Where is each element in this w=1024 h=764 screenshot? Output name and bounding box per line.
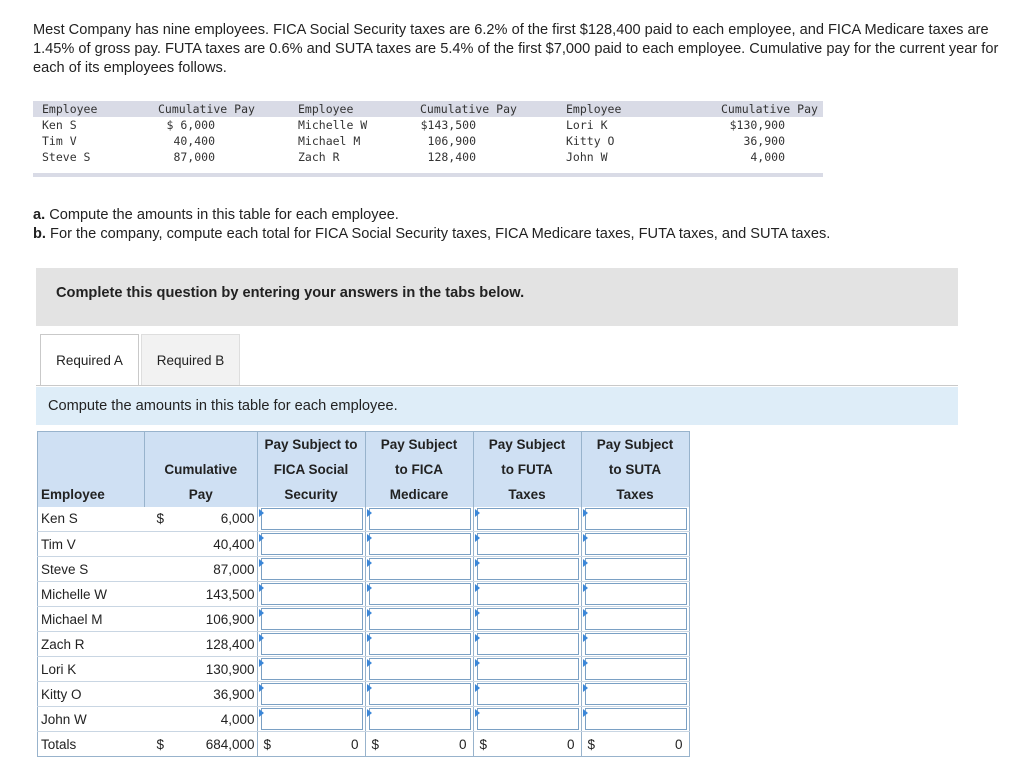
cell-futa	[473, 657, 581, 682]
input-marker-icon	[367, 634, 372, 642]
input-marker-icon	[367, 609, 372, 617]
input-marker-icon	[367, 709, 372, 717]
input-marker-icon	[583, 634, 588, 642]
input-marker-icon	[583, 559, 588, 567]
employee-name: John W	[38, 707, 145, 732]
input-marker-icon	[475, 659, 480, 667]
input-suta[interactable]	[585, 508, 687, 530]
input-suta[interactable]	[585, 533, 687, 555]
employee-table-row	[33, 133, 823, 149]
input-fica-ss[interactable]	[261, 583, 363, 605]
question-parts	[33, 206, 830, 244]
cumulative-pay: 143,500	[164, 582, 257, 607]
question-a	[33, 206, 830, 225]
cell: Michael M	[298, 134, 361, 148]
cell-suta	[581, 507, 689, 532]
header-employee-3: Employee	[566, 102, 622, 116]
input-fica-med[interactable]	[369, 608, 471, 630]
cell-suta	[581, 607, 689, 632]
input-futa[interactable]	[477, 583, 579, 605]
cell-suta	[581, 707, 689, 732]
header-fica-med-1: Pay Subject	[365, 432, 473, 457]
header-fica-med-3: Medicare	[365, 482, 473, 507]
input-marker-icon	[583, 684, 588, 692]
instruction-banner	[36, 268, 958, 326]
cell-fica-med	[365, 532, 473, 557]
cell: 4,000	[750, 150, 785, 164]
currency-symbol	[145, 532, 165, 557]
cumulative-pay: 36,900	[164, 682, 257, 707]
header-employee-2: Employee	[298, 102, 354, 116]
total-suta: 0	[675, 736, 683, 752]
header-futa-1: Pay Subject	[473, 432, 581, 457]
header-fica-ss-1: Pay Subject to	[257, 432, 365, 457]
total-futa: 0	[567, 736, 575, 752]
cell: Zach R	[298, 150, 340, 164]
cell: $143,500	[420, 118, 476, 132]
tab-required-a[interactable]: Required A	[40, 334, 139, 386]
total-fica-med: 0	[459, 736, 467, 752]
header-fica-ss-2: FICA Social	[257, 457, 365, 482]
table-divider	[33, 173, 823, 177]
answer-tabs	[40, 334, 240, 386]
employee-name: Zach R	[38, 632, 145, 657]
header-cell	[38, 432, 145, 457]
cell-futa	[473, 532, 581, 557]
input-marker-icon	[259, 634, 264, 642]
input-fica-med[interactable]	[369, 583, 471, 605]
tab-divider	[36, 385, 958, 386]
cell-fica-ss	[257, 507, 365, 532]
cell-fica-med	[365, 657, 473, 682]
input-suta[interactable]	[585, 558, 687, 580]
employee-name: Kitty O	[38, 682, 145, 707]
header-cumulative-pay-3: Cumulative Pay	[721, 102, 818, 116]
total-futa-cell	[473, 732, 581, 757]
header-cumulative-pay-1: Cumulative Pay	[158, 102, 255, 116]
cell: $130,900	[729, 118, 785, 132]
cell-fica-ss	[257, 707, 365, 732]
input-marker-icon	[583, 709, 588, 717]
input-marker-icon	[583, 584, 588, 592]
header-cumulative-pay-2: Cumulative Pay	[420, 102, 517, 116]
input-marker-icon	[583, 609, 588, 617]
currency-symbol: $	[145, 507, 165, 532]
employee-name: Lori K	[38, 657, 145, 682]
cell-fica-ss	[257, 582, 365, 607]
employee-name: Steve S	[38, 557, 145, 582]
table-row	[38, 632, 690, 657]
currency-symbol	[145, 657, 165, 682]
total-fica-med-cell	[365, 732, 473, 757]
input-futa[interactable]	[477, 558, 579, 580]
cumulative-pay: 40,400	[164, 532, 257, 557]
input-marker-icon	[259, 684, 264, 692]
input-futa[interactable]	[477, 683, 579, 705]
input-suta[interactable]	[585, 708, 687, 730]
header-employee: Employee	[38, 482, 145, 507]
cell: Lori K	[566, 118, 608, 132]
input-marker-icon	[259, 509, 264, 517]
currency-symbol: $	[587, 736, 596, 752]
cell-suta	[581, 632, 689, 657]
answer-table	[37, 431, 690, 757]
cell: John W	[566, 150, 608, 164]
employee-table-header	[33, 101, 823, 117]
cell: 40,400	[173, 134, 215, 148]
input-marker-icon	[475, 709, 480, 717]
input-futa[interactable]	[477, 608, 579, 630]
input-marker-icon	[475, 584, 480, 592]
input-marker-icon	[475, 559, 480, 567]
tab-instruction-text: Compute the amounts in this table for each employee.	[48, 398, 398, 414]
header-suta-3: Taxes	[581, 482, 689, 507]
input-suta[interactable]	[585, 633, 687, 655]
input-futa[interactable]	[477, 533, 579, 555]
input-fica-med[interactable]	[369, 633, 471, 655]
header-suta-1: Pay Subject	[581, 432, 689, 457]
table-row	[38, 657, 690, 682]
input-marker-icon	[367, 534, 372, 542]
input-marker-icon	[583, 659, 588, 667]
input-futa[interactable]	[477, 633, 579, 655]
input-fica-ss[interactable]	[261, 608, 363, 630]
employee-name: Michelle W	[38, 582, 145, 607]
cell: Tim V	[42, 134, 77, 148]
cell-fica-ss	[257, 682, 365, 707]
currency-symbol: $	[371, 736, 380, 752]
table-row	[38, 707, 690, 732]
input-marker-icon	[583, 534, 588, 542]
cell-suta	[581, 557, 689, 582]
input-marker-icon	[259, 584, 264, 592]
cumulative-pay: 6,000	[164, 507, 257, 532]
cell-futa	[473, 682, 581, 707]
cell-fica-med	[365, 632, 473, 657]
cumulative-pay: 106,900	[164, 607, 257, 632]
cell-fica-med	[365, 507, 473, 532]
input-fica-med[interactable]	[369, 658, 471, 680]
input-marker-icon	[367, 684, 372, 692]
currency-symbol: $	[263, 736, 272, 752]
tab-instruction	[36, 387, 958, 425]
input-fica-med[interactable]	[369, 708, 471, 730]
cell: Michelle W	[298, 118, 368, 132]
table-row	[38, 682, 690, 707]
header-suta-2: to SUTA	[581, 457, 689, 482]
input-fica-ss[interactable]	[261, 683, 363, 705]
input-fica-ss[interactable]	[261, 658, 363, 680]
header-cumulative-1: Cumulative	[145, 457, 258, 482]
table-row	[38, 607, 690, 632]
header-cell	[145, 432, 258, 457]
input-marker-icon	[475, 684, 480, 692]
header-cumulative-2: Pay	[145, 482, 258, 507]
header-employee-1: Employee	[42, 102, 98, 116]
employee-name: Ken S	[38, 507, 145, 532]
totals-label: Totals	[38, 732, 145, 757]
total-cumulative-pay: 684,000	[164, 732, 257, 757]
cell: $ 6,000	[166, 118, 215, 132]
cell-fica-med	[365, 557, 473, 582]
cell-suta	[581, 532, 689, 557]
question-a-text: Compute the amounts in this table for each employee.	[45, 207, 399, 223]
table-row	[38, 557, 690, 582]
input-marker-icon	[475, 634, 480, 642]
input-fica-ss[interactable]	[261, 558, 363, 580]
question-b	[33, 225, 830, 244]
total-fica-ss: 0	[351, 736, 359, 752]
cell-futa	[473, 582, 581, 607]
input-fica-med[interactable]	[369, 683, 471, 705]
employee-table-row	[33, 117, 823, 133]
input-marker-icon	[367, 584, 372, 592]
currency-symbol	[145, 707, 165, 732]
cumulative-pay: 128,400	[164, 632, 257, 657]
cell-futa	[473, 557, 581, 582]
input-marker-icon	[367, 659, 372, 667]
input-fica-ss[interactable]	[261, 508, 363, 530]
header-futa-2: to FUTA	[473, 457, 581, 482]
currency-symbol: $	[145, 732, 165, 757]
input-marker-icon	[475, 509, 480, 517]
input-marker-icon	[475, 609, 480, 617]
total-suta-cell	[581, 732, 689, 757]
cell-suta	[581, 582, 689, 607]
cell-fica-ss	[257, 657, 365, 682]
question-b-text: For the company, compute each total for FICA Social Security taxes, FICA Medicare taxes, FUTA taxes, and SUTA taxes.	[45, 226, 831, 242]
input-marker-icon	[583, 509, 588, 517]
cell-fica-ss	[257, 607, 365, 632]
input-marker-icon	[259, 559, 264, 567]
input-suta[interactable]	[585, 608, 687, 630]
cell-fica-med	[365, 607, 473, 632]
cell: 106,900	[427, 134, 476, 148]
input-suta[interactable]	[585, 583, 687, 605]
input-fica-ss[interactable]	[261, 708, 363, 730]
cell: Ken S	[42, 118, 77, 132]
cumulative-pay: 130,900	[164, 657, 257, 682]
cell-fica-ss	[257, 632, 365, 657]
cell-futa	[473, 507, 581, 532]
input-marker-icon	[475, 534, 480, 542]
input-fica-med[interactable]	[369, 508, 471, 530]
input-marker-icon	[367, 509, 372, 517]
header-fica-ss-3: Security	[257, 482, 365, 507]
header-futa-3: Taxes	[473, 482, 581, 507]
currency-symbol	[145, 682, 165, 707]
input-fica-ss[interactable]	[261, 633, 363, 655]
header-fica-med-2: to FICA	[365, 457, 473, 482]
problem-intro: Mest Company has nine employees. FICA Social Security taxes are 6.2% of the first $128,400 paid to each employee, and FICA Medicare taxes are 1.45% of gross pay. FUTA taxes are 0.6% and SUTA taxes are 5.4% of the first $7,000 paid to each employee. Cumulative pay for the current year for each of its employees follows.	[33, 22, 999, 76]
currency-symbol	[145, 582, 165, 607]
input-futa[interactable]	[477, 708, 579, 730]
banner-text: Complete this question by entering your answers in the tabs below.	[56, 285, 525, 301]
cell-futa	[473, 707, 581, 732]
question-b-label: b.	[33, 226, 46, 242]
cell: Kitty O	[566, 134, 615, 148]
table-row	[38, 507, 690, 532]
employee-name: Tim V	[38, 532, 145, 557]
header-cell	[38, 457, 145, 482]
cell: 36,900	[743, 134, 785, 148]
input-marker-icon	[259, 709, 264, 717]
cumulative-pay: 4,000	[164, 707, 257, 732]
cell-fica-ss	[257, 557, 365, 582]
table-row	[38, 532, 690, 557]
employee-name: Michael M	[38, 607, 145, 632]
input-futa[interactable]	[477, 508, 579, 530]
cell-suta	[581, 657, 689, 682]
cell-futa	[473, 607, 581, 632]
cell-suta	[581, 682, 689, 707]
table-row	[38, 582, 690, 607]
currency-symbol	[145, 632, 165, 657]
tab-required-b[interactable]: Required B	[141, 334, 240, 386]
input-marker-icon	[259, 659, 264, 667]
currency-symbol	[145, 557, 165, 582]
input-suta[interactable]	[585, 658, 687, 680]
input-fica-med[interactable]	[369, 558, 471, 580]
employee-pay-table	[33, 101, 823, 177]
cell-fica-med	[365, 582, 473, 607]
input-futa[interactable]	[477, 658, 579, 680]
currency-symbol	[145, 607, 165, 632]
total-fica-ss-cell	[257, 732, 365, 757]
input-marker-icon	[367, 559, 372, 567]
employee-table-row	[33, 149, 823, 165]
cell-futa	[473, 632, 581, 657]
cell: Steve S	[42, 150, 91, 164]
totals-row	[38, 732, 690, 757]
cumulative-pay: 87,000	[164, 557, 257, 582]
input-suta[interactable]	[585, 683, 687, 705]
input-fica-med[interactable]	[369, 533, 471, 555]
cell: 128,400	[427, 150, 476, 164]
input-fica-ss[interactable]	[261, 533, 363, 555]
currency-symbol: $	[479, 736, 488, 752]
cell-fica-med	[365, 707, 473, 732]
cell: 87,000	[173, 150, 215, 164]
question-a-label: a.	[33, 207, 46, 223]
cell-fica-ss	[257, 532, 365, 557]
cell-fica-med	[365, 682, 473, 707]
input-marker-icon	[259, 609, 264, 617]
input-marker-icon	[259, 534, 264, 542]
